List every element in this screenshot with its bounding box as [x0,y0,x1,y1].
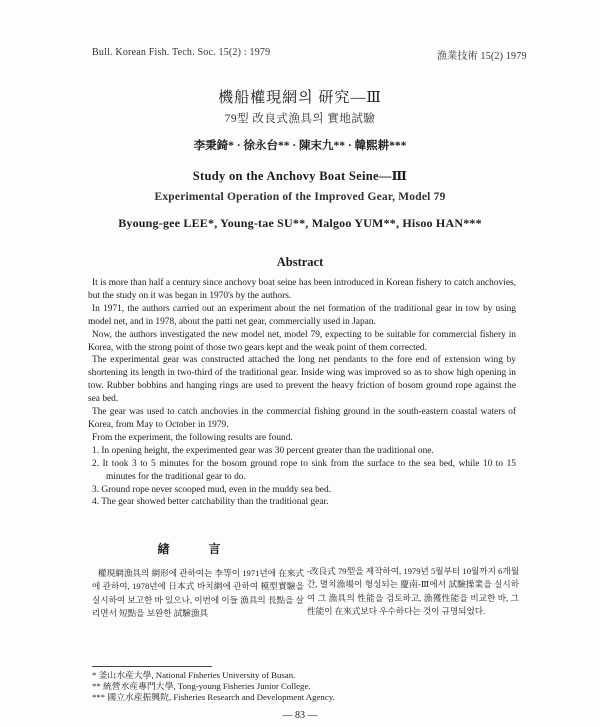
intro-heading: 緖 言 [157,542,239,556]
abstract-paragraph: It is more than half a century since anchovy boat seine has been introduced in Korean fishery to catch anchovies, but the study on it was began in 1970's by the authors. [88,278,516,301]
intro-text-right: -改良式 79型을 제작하여, 1979년 5월부터 10월까지 6개월간, 멸치漁場이 형성되는 慶南-Ⅲ에서 試驗操業을 실시하여 그 漁具의 性能을 검토하고, 漁獲性能을 비교한 바, 그 性能이 在來式보다 우수하다는 것이 규명되었다. [307,566,519,617]
abstract-paragraph: Now, the authors investigated the new model net, model 79, expecting to be suitable for commercial fishery in Korea, with the strong point of those two gears kept and the weak point of them corrected. [88,329,516,353]
abstract-paragraph: In 1971, the authors carried out an experiment about the net formation of the traditional gear in tow by using model net, and in 1978, about the patti net gear, commercially used in Japan. [88,303,516,327]
intro-column-right [307,565,519,619]
subtitle-english: Experimental Operation of the Improved Gear, Model 79 [154,191,446,203]
title-english: Study on the Anchovy Boat Seine—Ⅲ [192,169,408,183]
authors-english: Byoung-gee LEE*, Young-tae SU**, Malgoo YUM**, Hisoo HAN*** [118,216,482,230]
abstract-paragraph: The gear was used to catch anchovies in the commercial fishing ground in the south-eastern coastal waters of Korea, from May to October in 1979. [88,407,516,430]
title-korean: 機船權現網의 研究—Ⅲ [218,90,382,106]
intro-column-left [92,540,304,621]
abstract-body [88,277,516,509]
footnote-rule [92,666,212,667]
running-head-right: 漁業技術 15(2) 1979 [437,51,527,62]
footnotes [92,670,422,703]
result-item: 1. In opening height, the experimented gear was 30 percent greater than the traditional one. [92,445,434,456]
abstract-paragraph: From the experiment, the following results are found. [92,432,293,443]
result-item: 4. The gear showed better catchability than the traditional gear. [92,497,329,508]
result-item: 3. Ground rope never scooped mud, even in the muddy sea bed. [92,484,331,495]
abstract-paragraph: The experimental gear was constructed attached the long net pendants to the fore end of extension wing by shortening its length in two-third of the traditional gear. Inside wing was improved so as to show high opening in tow. Rubber bobbins and hanging rings are used to prevent the heavy friction of bosom ground rope against the sea bed. [88,355,516,405]
footnote: ** 統營水産專門大學, Tong-young Fisheries Junior College. [92,681,311,691]
abstract-heading: Abstract [276,255,324,269]
page-number: — 83 — [282,710,318,721]
footnote: *** 國立水産振興院, Fisheries Research and Development Agency. [92,692,335,702]
authors-korean: 李秉錡* · 徐永台** · 陳末九** · 韓熙耕*** [193,140,407,152]
intro-text-left: 權現網漁具의 網形에 관하여는 李等이 1971년에 在來式에 관하여, 1978년에 日本式 바치網에 관하여 模型實驗을 실시하여 보고한 바 있으나, 이번에 이들 漁具의 長點을 살리면서 短點을 보완한 試驗漁具 [92,568,304,619]
result-item: 2. It took 3 to 5 minutes for the bosom ground rope to sink from the surface to the sea bed, while 10 to 15 minutes for the traditional gear to do. [92,458,516,482]
running-head-left: Bull. Korean Fish. Tech. Soc. 15(2) : 1979 [92,47,271,58]
subtitle-korean: 79型 改良式漁具의 實地試驗 [224,113,376,125]
footnote: * 釜山水産大學, National Fisheries University of Busan. [92,670,296,680]
